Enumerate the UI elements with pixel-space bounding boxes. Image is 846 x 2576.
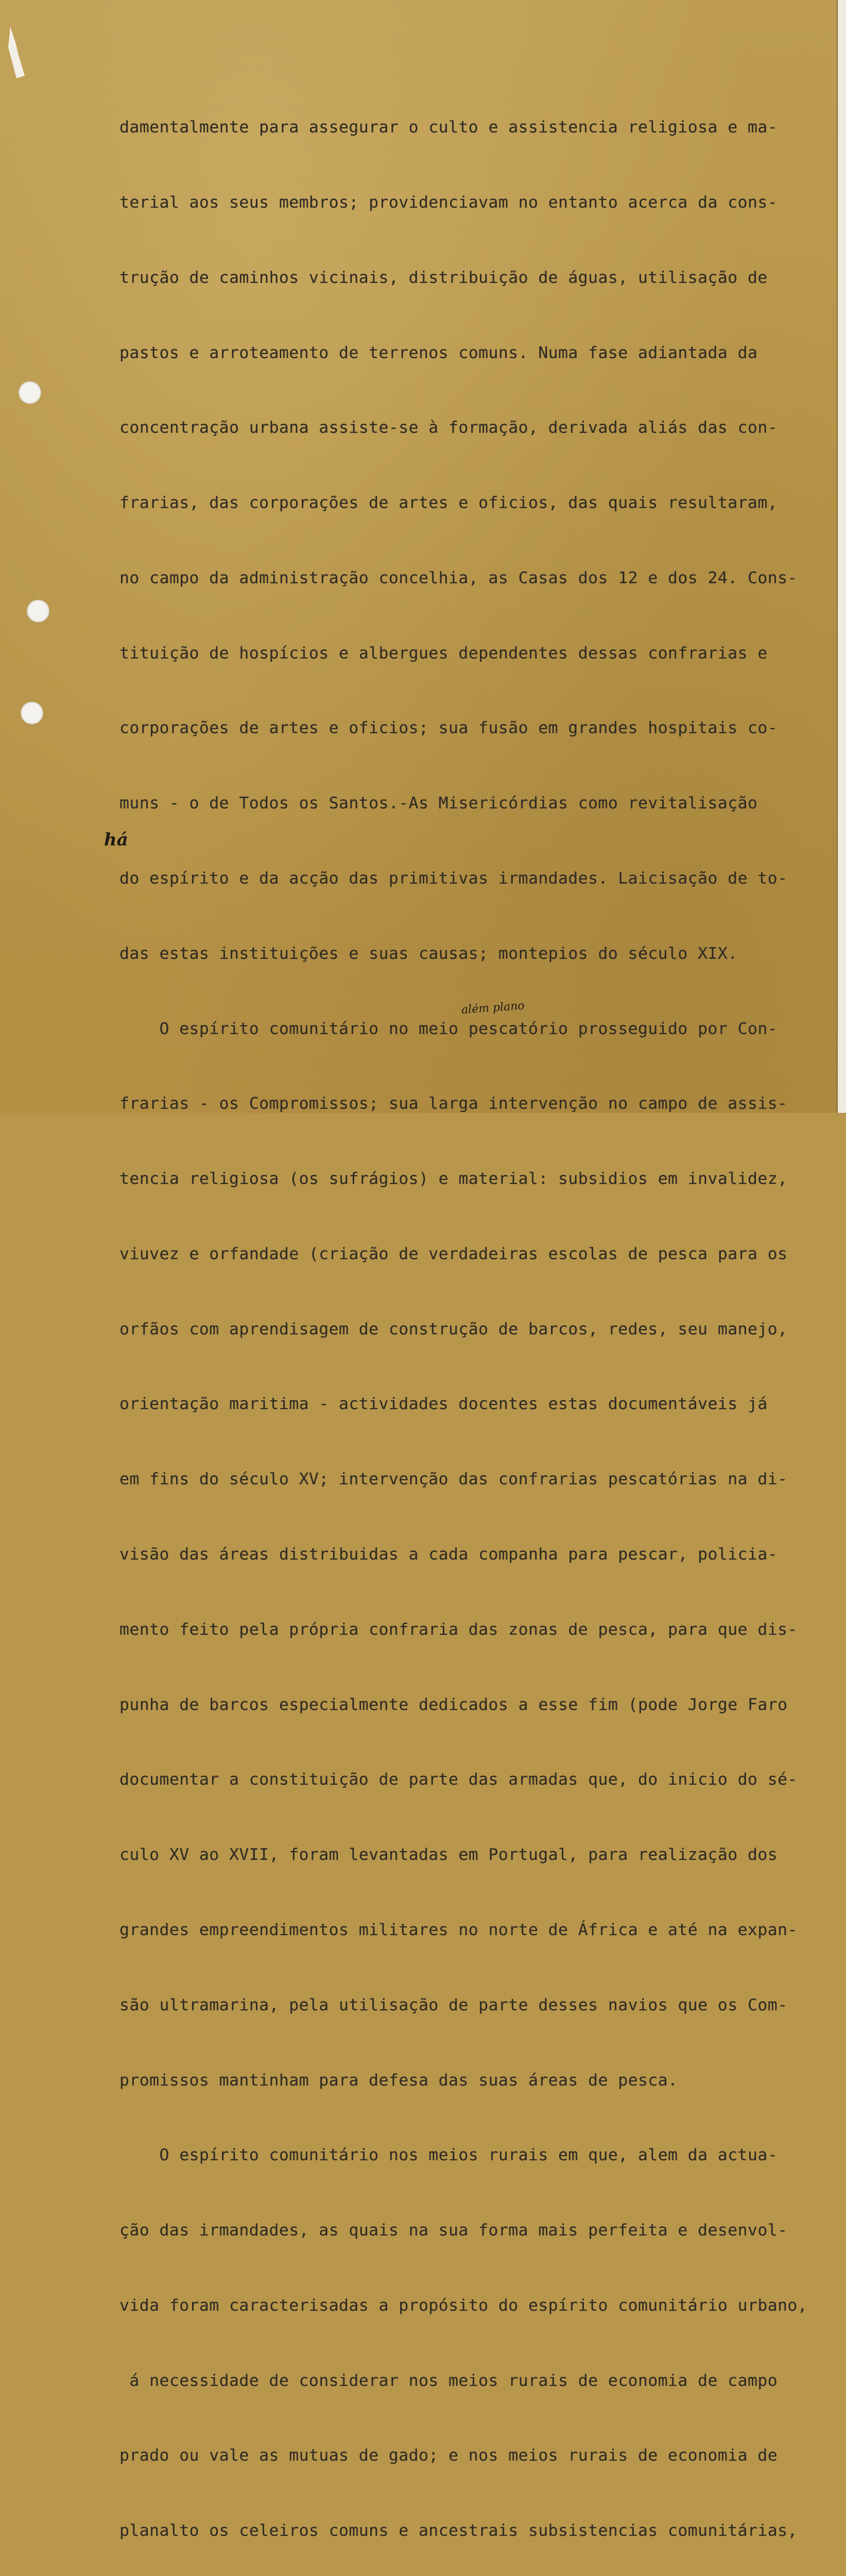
paragraph-start-line: O espírito comunitário nos meios rurais em que, alem da actua- — [119, 2146, 778, 2165]
text-line: documentar a constituição de parte das armadas que, do inicio do sé- — [119, 1770, 798, 1789]
punch-hole-top — [19, 381, 41, 404]
text-line: das estas instituições e suas causas; montepios do século XIX. — [119, 944, 738, 963]
text-line: frarias - os Compromissos; sua larga intervenção no campo de assis- — [119, 1094, 788, 1113]
torn-corner — [4, 27, 25, 78]
text-line: prado ou vale as mutuas de gado; e nos meios rurais de economia de — [119, 2446, 778, 2465]
text-line: concentração urbana assiste-se à formação, derivada aliás das con- — [119, 418, 778, 437]
text-line: culo XV ao XVII, foram levantadas em Portugal, para realização dos — [119, 1845, 778, 1865]
text-line: planalto os celeiros comuns e ancestrais subsistencias comunitárias, — [119, 2521, 798, 2540]
text-line: damentalmente para assegurar o culto e assistencia religiosa e ma- — [119, 118, 778, 137]
text-line: ção das irmandades, as quais na sua forma mais perfeita e desenvol- — [119, 2221, 788, 2240]
text-line: vida foram caracterisadas a propósito do espírito comunitário urbano, — [119, 2296, 808, 2315]
text-line: visão das áreas distribuidas a cada companha para pescar, policia- — [119, 1545, 778, 1564]
text-line: muns - o de Todos os Santos.-As Misericórdias como revitalisação — [119, 794, 758, 813]
handwritten-correction: há — [104, 829, 128, 850]
text-line: pastos e arroteamento de terrenos comuns. Numa fase adiantada da — [119, 343, 758, 362]
text-line: tencia religiosa (os sufrágios) e material: subsidios em invalidez, — [119, 1170, 788, 1189]
text-line: no campo da administração concelhia, as Casas dos 12 e dos 24. Cons- — [119, 568, 798, 587]
text-line: á necessidade de considerar nos meios rurais de economia de campo — [119, 2371, 778, 2390]
typed-text-body — [119, 65, 840, 2576]
text-line: terial aos seus membros; providenciavam no entanto acerca da cons- — [119, 193, 778, 212]
text-line: corporações de artes e oficios; sua fusão em grandes hospitais co- — [119, 719, 778, 738]
punch-hole-bottom — [21, 702, 43, 724]
text-line: frarias, das corporações de artes e oficios, das quais resultaram, — [119, 494, 778, 513]
text-line: punha de barcos especialmente dedicados a esse fim (pode Jorge Faro — [119, 1695, 788, 1714]
text-line: tituição de hospícios e albergues dependentes dessas confrarias e — [119, 643, 768, 663]
text-line: orfãos com aprendisagem de construção de barcos, redes, seu manejo, — [119, 1319, 788, 1338]
paragraph-start-line: O espírito comunitário no meio pescatório prosseguido por Con- — [119, 1019, 778, 1038]
text-line: trução de caminhos vicinais, distribuição de águas, utilisação de — [119, 268, 768, 287]
text-line: mento feito pela própria confraria das zonas de pesca, para que dis- — [119, 1620, 798, 1639]
text-line: viuvez e orfandade (criação de verdadeiras escolas de pesca para os — [119, 1244, 788, 1263]
text-line: grandes empreendimentos militares no norte de África e até na expan- — [119, 1920, 798, 1939]
text-line: promissos mantinham para defesa das suas áreas de pesca. — [119, 2071, 678, 2090]
text-line: do espírito e da acção das primitivas irmandades. Laicisação de to- — [119, 869, 788, 888]
punch-hole-middle — [27, 600, 49, 622]
text-line: em fins do século XV; intervenção das confrarias pescatórias na di- — [119, 1470, 788, 1489]
handwritten-annotation: além plano — [461, 999, 525, 1017]
text-line: são ultramarina, pela utilisação de parte desses navios que os Com- — [119, 1995, 788, 2014]
text-line: orientação maritima - actividades docentes estas documentáveis já — [119, 1395, 768, 1414]
